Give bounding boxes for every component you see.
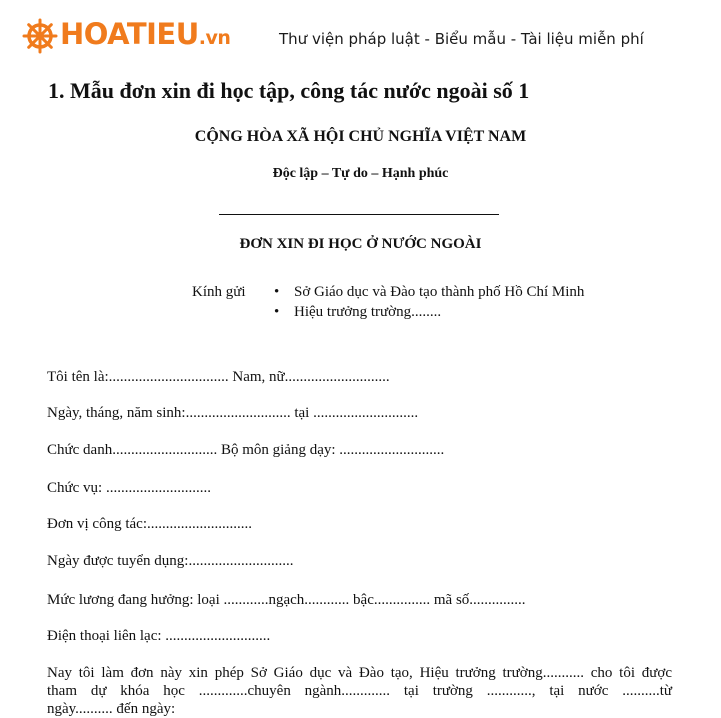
field-full-name: Tôi tên là:................................ Nam, nữ............................	[47, 369, 390, 385]
request-paragraph	[47, 664, 672, 718]
field-work-unit: Đơn vị công tác:............................	[47, 516, 252, 532]
section-heading: 1. Mẫu đơn xin đi học tập, công tác nước ngoài số 1	[48, 78, 530, 103]
field-position-title: Chức danh............................ Bộ môn giảng dạy: ............................	[47, 442, 445, 458]
paragraph-line: Nay tôi làm đơn này xin phép Sở Giáo dục và Đào tạo, Hiệu trưởng trường........... cho tôi được	[47, 665, 672, 681]
divider-line	[219, 214, 499, 215]
brand-wordmark: HOATIEU.vn	[60, 17, 231, 51]
recipient-item: • Hiệu trưởng trường........	[274, 304, 442, 320]
field-phone: Điện thoại liên lạc: ............................	[47, 628, 271, 644]
paragraph-line: tham dự khóa học .............chuyên ngành............. tại trường ............, tại nước ..........từ	[47, 683, 672, 699]
field-birth-date: Ngày, tháng, năm sinh:............................ tại ............................	[47, 405, 419, 421]
field-job-role: Chức vụ: ............................	[47, 480, 211, 496]
paragraph-line: ngày.......... đến ngày:	[47, 701, 176, 717]
national-motto: Độc lập – Tự do – Hạnh phúc	[272, 166, 449, 181]
nation-header: CỘNG HÒA XÃ HỘI CHỦ NGHĨA VIỆT NAM	[194, 128, 527, 145]
ship-wheel-icon	[22, 18, 58, 54]
form-title: ĐƠN XIN ĐI HỌC Ở NƯỚC NGOÀI	[239, 236, 482, 252]
recipient-item: • Sở Giáo dục và Đào tạo thành phố Hồ Chí Minh	[274, 284, 585, 300]
bullet-icon: •	[274, 284, 280, 300]
addressee-label: Kính gửi	[192, 284, 246, 300]
site-tagline: Thư viện pháp luật - Biểu mẫu - Tài liệu miễn phí	[279, 30, 644, 48]
field-salary: Mức lương đang hưởng: loại ............ngạch............ bậc............... mã số...............	[47, 592, 526, 608]
brand-logo[interactable]	[22, 12, 230, 60]
site-header	[0, 0, 721, 70]
field-hire-date: Ngày được tuyển dụng:............................	[47, 553, 294, 569]
bullet-icon: •	[274, 304, 280, 320]
